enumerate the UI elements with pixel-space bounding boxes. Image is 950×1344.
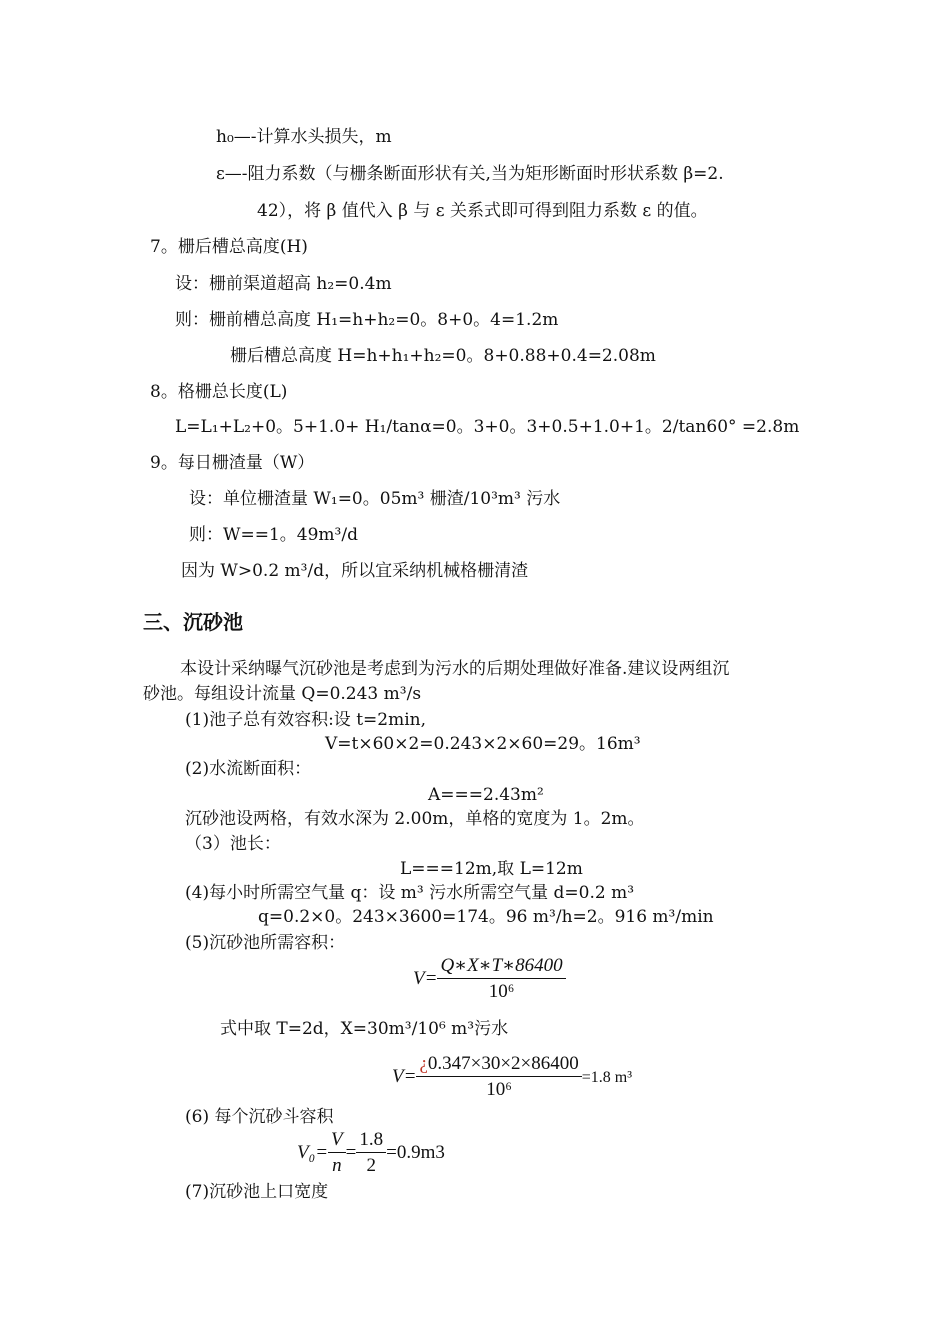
formula-fraction [437, 954, 565, 1005]
step-3-equation: L===12m,取 L=12m [400, 859, 583, 879]
formula-stray-mark: ¿ [419, 1053, 428, 1074]
formula-hopper-volume [297, 1128, 445, 1179]
section-heading-8: 8。格栅总长度(L) [150, 382, 288, 402]
step-4-equation: q=0.2×0。243×3600=174。96 m³/h=2。916 m³/min [258, 907, 714, 927]
step-7-label: (7)沉砂池上口宽度 [185, 1182, 329, 1202]
formula-fraction [356, 1128, 386, 1179]
text-line: 则：W==1。49m³/d [189, 525, 358, 545]
text-line: 42），将 β 值代入 β 与 ε 关系式即可得到阻力系数 ε 的值。 [257, 201, 708, 221]
formula-volume [413, 954, 566, 1005]
step-1-equation: V=t×60×2=0.243×2×60=29。16m³ [325, 734, 641, 754]
step-2-equation: A===2.43m² [428, 785, 544, 805]
formula-denominator: n [332, 1155, 342, 1176]
formula-fraction [416, 1052, 581, 1103]
formula-denominator: 10⁶ [488, 981, 515, 1002]
text-line: 因为 W>0.2 m³/d，所以宜采纳机械格栅清渣 [181, 561, 529, 581]
formula-numerator: 1.8 [356, 1128, 386, 1153]
formula-lhs: V= [413, 967, 438, 989]
step-4-label: (4)每小时所需空气量 q：设 m³ 污水所需空气量 d=0.2 m³ [185, 883, 635, 903]
formula-fraction [328, 1128, 346, 1179]
step-1-label: (1)池子总有效容积:设 t=2min, [185, 710, 427, 730]
formula-numerator: V [328, 1128, 346, 1153]
text-line: L=L₁+L₂+0。5+1.0+ H₁/tanα=0。3+0。3+0.5+1.0+1。2/tan60° =2.8m [175, 417, 800, 437]
formula-result: =0.9m3 [386, 1141, 445, 1163]
text-line: h₀—-计算水头损失，m [216, 127, 392, 147]
chapter-heading: 三、沉砂池 [143, 610, 243, 634]
text-line: 式中取 T=2d，X=30m³/10⁶ m³污水 [220, 1019, 509, 1039]
section-heading-9: 9。每日栅渣量（W） [150, 453, 315, 473]
formula-denominator: 2 [366, 1155, 376, 1176]
text-line: 则：栅前槽总高度 H₁=h+h₂=0。8+0。4=1.2m [175, 310, 559, 330]
text-line: ε—-阻力系数（与栅条断面形状有关,当为矩形断面时形状系数 β=2. [216, 164, 724, 184]
formula-equals: = [345, 1141, 357, 1163]
text-line: 设：栅前渠道超高 h₂=0.4m [175, 274, 392, 294]
formula-denominator: 10⁶ [486, 1079, 512, 1100]
paragraph-line: 本设计采纳曝气沉砂池是考虑到为污水的后期处理做好准备.建议设两组沉 [180, 659, 730, 679]
paragraph-line: 砂池。每组设计流量 Q=0.243 m³/s [143, 684, 422, 704]
formula-numerator-value: 0.347×30×2×86400 [427, 1053, 579, 1074]
formula-numerator: Q∗X∗T∗86400 [437, 954, 565, 979]
step-6-label: (6) 每个沉砂斗容积 [185, 1107, 334, 1127]
section-heading-7: 7。栅后槽总高度(H) [150, 237, 308, 257]
formula-numerator [416, 1052, 581, 1077]
text-line: 沉砂池设两格，有效水深为 2.00m，单格的宽度为 1。2m。 [185, 809, 645, 829]
formula-volume-result [392, 1052, 632, 1103]
formula-result: =1.8 m³ [581, 1068, 633, 1086]
step-5-label: (5)沉砂池所需容积： [185, 933, 346, 953]
step-3-label: （3）池长： [185, 834, 281, 854]
text-line: 设：单位栅渣量 W₁=0。05m³ 栅渣/10³m³ 污水 [189, 489, 561, 509]
text-line: 栅后槽总高度 H=h+h₁+h₂=0。8+0.88+0.4=2.08m [230, 346, 656, 366]
formula-lhs: V= [392, 1065, 417, 1087]
step-2-label: (2)水流断面积： [185, 759, 312, 779]
formula-lhs: V₀= [297, 1141, 329, 1163]
